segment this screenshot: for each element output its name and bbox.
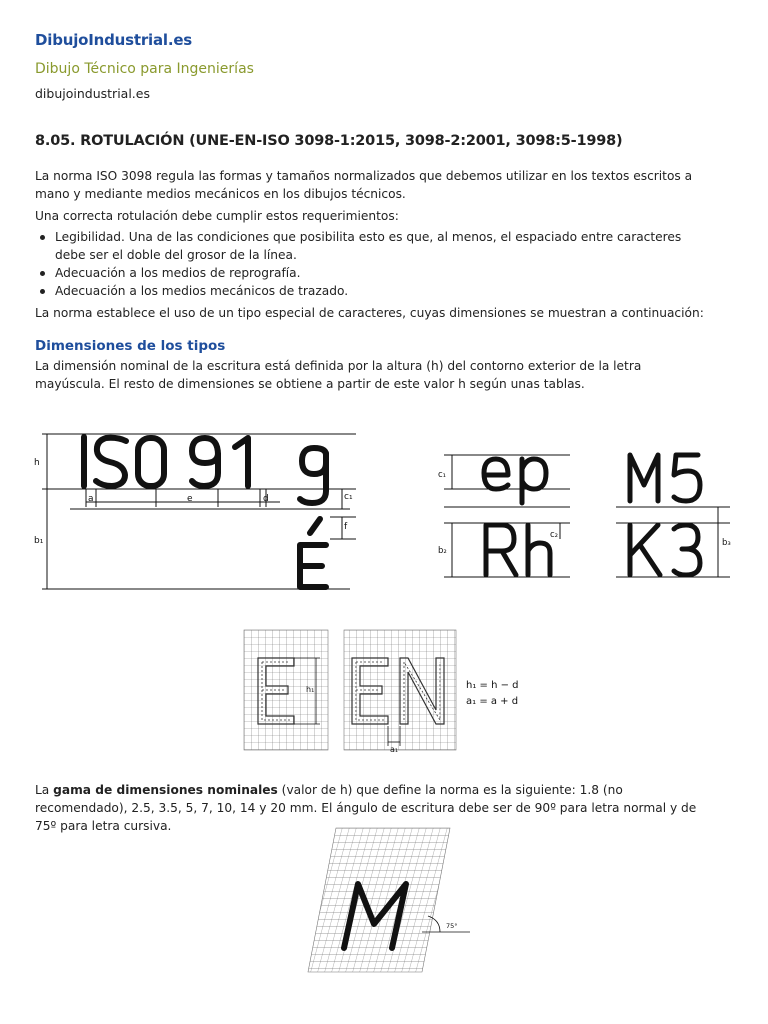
- requirements-list: [35, 228, 705, 300]
- svg-text:b₁: b₁: [34, 536, 44, 546]
- svg-text:h₁ = h − d: h₁ = h − d: [466, 680, 519, 691]
- svg-text:h₁: h₁: [306, 685, 315, 694]
- svg-text:a₁: a₁: [390, 745, 399, 754]
- svg-text:a₁ = a + d: a₁ = a + d: [466, 696, 519, 707]
- figure-grid-letters: [244, 630, 534, 755]
- page-title: 8.05. ROTULACIÓN (UNE-EN-ISO 3098-1:2015, 3098-2:2001, 3098:5-1998): [35, 133, 623, 149]
- svg-text:b₃: b₃: [722, 538, 731, 548]
- section-paragraph: La dimensión nominal de la escritura está definida por la altura (h) del contorno exterior de la letra mayúscula. El resto de dimensiones se obtiene a partir de este valor h según unas tablas.: [35, 359, 642, 391]
- figure-italic-grid: [300, 828, 480, 978]
- chars-intro: La norma establece el uso de un tipo especial de caracteres, cuyas dimensiones se muestran a continuación:: [35, 306, 704, 320]
- site-name[interactable]: DibujoIndustrial.es: [35, 31, 193, 49]
- svg-text:75°: 75°: [446, 922, 458, 930]
- svg-text:c₂: c₂: [550, 530, 559, 540]
- section-heading: Dimensiones de los tipos: [35, 338, 226, 354]
- requirements-lead: Una correcta rotulación debe cumplir estos requerimientos:: [35, 209, 399, 223]
- svg-text:c₁: c₁: [344, 492, 353, 502]
- site-url[interactable]: dibujoindustrial.es: [35, 86, 150, 101]
- svg-text:d: d: [263, 494, 269, 504]
- svg-text:h: h: [34, 458, 40, 468]
- figure-uppercase-dimensions: [610, 445, 745, 585]
- svg-text:f: f: [344, 522, 348, 532]
- svg-text:e: e: [187, 494, 193, 504]
- svg-text:a: a: [88, 494, 94, 504]
- intro-paragraph: La norma ISO 3098 regula las formas y tamaños normalizados que debemos utilizar en los textos escritos a mano y mediante medios mecánicos en los dibujos técnicos.: [35, 169, 693, 201]
- figure-letter-dimensions: [30, 425, 370, 595]
- range-bold: gama de dimensiones nominales: [53, 783, 278, 797]
- list-item: Legibilidad. Una de las condiciones que posibilita esto es que, al menos, el espaciado entre caracteres debe ser el doble del grosor de la línea.: [35, 228, 705, 264]
- range-paragraph: La gama de dimensiones nominales (valor de h) que define la norma es la siguiente: 1.8 (no recomendado), 2.5, 3.5, 5, 7, 10, 14 y 20 mm. El ángulo de escritura debe ser de 90º para letra normal y de 75º para letra cursiva.: [35, 783, 697, 833]
- list-item: Adecuación a los medios mecánicos de trazado.: [35, 282, 705, 300]
- svg-text:c₁: c₁: [438, 470, 447, 480]
- list-item: Adecuación a los medios de reprografía.: [35, 264, 705, 282]
- svg-text:b₂: b₂: [438, 546, 447, 556]
- figure-lowercase-dimensions: [430, 445, 575, 585]
- site-tagline: Dibujo Técnico para Ingenierías: [35, 61, 254, 77]
